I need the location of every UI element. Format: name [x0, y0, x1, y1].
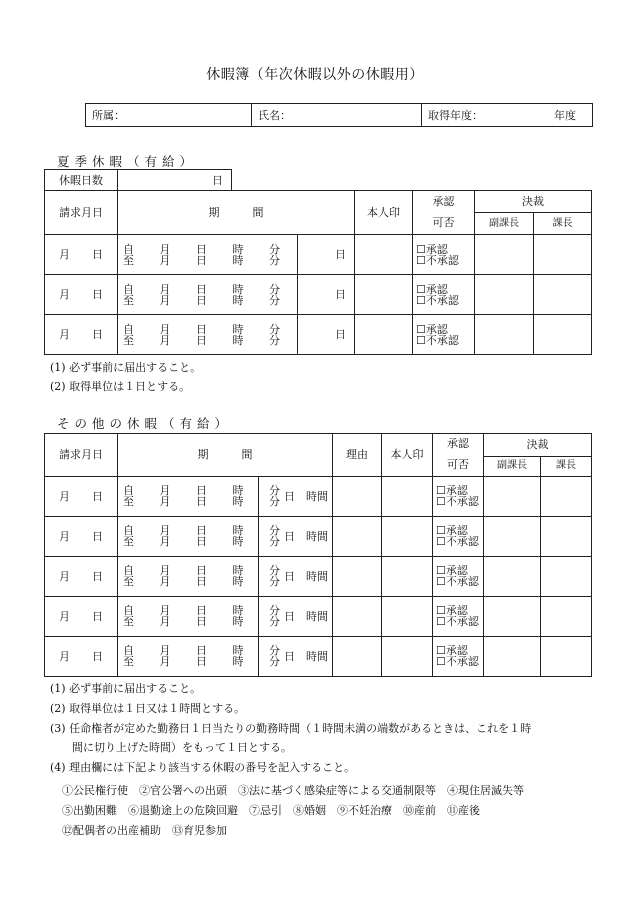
request-date-cell[interactable]: 月 日	[45, 476, 118, 516]
period-cell[interactable]: 自 月 日 時 分 至 月 日 時 分	[118, 516, 259, 556]
header-chief: 課長	[541, 456, 592, 476]
duration-cell[interactable]: 日 時間	[259, 596, 333, 636]
reason-cell[interactable]	[333, 636, 382, 676]
period-cell[interactable]: 自 月 日 時 分 至 月 日 時 分	[118, 596, 259, 636]
header-approval: 承認 可否	[413, 191, 475, 235]
chief-cell[interactable]	[541, 476, 592, 516]
approval-cell[interactable]: ☐承認 ☐不承認	[433, 516, 484, 556]
reason-list-line-1: ①公民権行使 ②官公署への出頭 ③法に基づく感染症等による交通制限等 ④現住居滅失等	[62, 784, 524, 797]
seal-cell[interactable]	[382, 556, 433, 596]
vice-chief-cell[interactable]	[475, 315, 534, 355]
header-period: 期 間	[118, 434, 333, 477]
other-note-1: (1) 必ず事前に届出すること。	[50, 682, 202, 695]
days-label: 休暇日数	[45, 170, 118, 191]
seal-cell[interactable]	[382, 596, 433, 636]
vice-chief-cell[interactable]	[484, 596, 541, 636]
page-title: 休暇簿（年次休暇以外の休暇用）	[206, 67, 424, 83]
header-decision: 決裁	[475, 191, 592, 213]
header-decision: 決裁	[484, 434, 592, 457]
period-cell[interactable]: 自 月 日 時 分 至 月 日 時 分	[118, 315, 298, 355]
seal-cell[interactable]	[355, 275, 413, 315]
table-row	[45, 235, 592, 275]
duration-cell[interactable]: 日 時間	[259, 556, 333, 596]
table-row	[45, 596, 592, 636]
period-cell[interactable]: 自 月 日 時 分 至 月 日 時 分	[118, 235, 298, 275]
summer-section-title: 夏季休暇（有給）	[57, 154, 198, 169]
approval-cell[interactable]: ☐承認 ☐不承認	[413, 275, 475, 315]
header-vice-chief: 副課長	[475, 213, 534, 235]
vice-chief-cell[interactable]	[484, 476, 541, 516]
header-seal: 本人印	[355, 191, 413, 235]
header-reason: 理由	[333, 434, 382, 477]
approval-cell[interactable]: ☐承認 ☐不承認	[433, 556, 484, 596]
request-date-cell[interactable]: 月 日	[45, 315, 118, 355]
approval-cell[interactable]: ☐承認 ☐不承認	[433, 636, 484, 676]
period-cell[interactable]: 自 月 日 時 分 至 月 日 時 分	[118, 275, 298, 315]
header-chief: 課長	[534, 213, 592, 235]
summer-table	[44, 190, 592, 355]
vice-chief-cell[interactable]	[484, 516, 541, 556]
period-cell[interactable]: 自 月 日 時 分 至 月 日 時 分	[118, 476, 259, 516]
table-row	[45, 636, 592, 676]
header-seal: 本人印	[382, 434, 433, 477]
chief-cell[interactable]	[534, 315, 592, 355]
request-date-cell[interactable]: 月 日	[45, 636, 118, 676]
reason-list-line-2: ⑤出勤困難 ⑥退勤途上の危険回避 ⑦忌引 ⑧婚姻 ⑨不妊治療 ⑩産前 ⑪産後	[62, 804, 480, 817]
chief-cell[interactable]	[534, 275, 592, 315]
vice-chief-cell[interactable]	[484, 636, 541, 676]
year-field[interactable]: 取得年度： 年度	[422, 104, 593, 127]
table-row	[45, 476, 592, 516]
summer-days-table	[44, 169, 232, 191]
vice-chief-cell[interactable]	[484, 556, 541, 596]
affiliation-field[interactable]: 所属：	[86, 104, 252, 127]
duration-cell[interactable]: 日 時間	[259, 476, 333, 516]
seal-cell[interactable]	[355, 235, 413, 275]
vice-chief-cell[interactable]	[475, 275, 534, 315]
chief-cell[interactable]	[541, 516, 592, 556]
request-date-cell[interactable]: 月 日	[45, 275, 118, 315]
days-cell[interactable]: 日	[298, 235, 355, 275]
days-input[interactable]: 日	[118, 170, 232, 191]
table-row	[45, 556, 592, 596]
request-date-cell[interactable]: 月 日	[45, 516, 118, 556]
reason-cell[interactable]	[333, 476, 382, 516]
reason-cell[interactable]	[333, 596, 382, 636]
period-cell[interactable]: 自 月 日 時 分 至 月 日 時 分	[118, 556, 259, 596]
approval-cell[interactable]: ☐承認 ☐不承認	[413, 315, 475, 355]
seal-cell[interactable]	[382, 636, 433, 676]
header-approval: 承認 可否	[433, 434, 484, 477]
request-date-cell[interactable]: 月 日	[45, 596, 118, 636]
duration-cell[interactable]: 日 時間	[259, 636, 333, 676]
seal-cell[interactable]	[382, 516, 433, 556]
reason-cell[interactable]	[333, 516, 382, 556]
seal-cell[interactable]	[382, 476, 433, 516]
other-note-2: (2) 取得単位は１日又は１時間とする。	[50, 702, 246, 715]
other-note-3-cont: 間に切り上げた時間）をもって１日とする。	[50, 741, 292, 754]
request-date-cell[interactable]: 月 日	[45, 235, 118, 275]
chief-cell[interactable]	[534, 235, 592, 275]
header-vice-chief: 副課長	[484, 456, 541, 476]
other-table	[44, 433, 592, 677]
request-date-cell[interactable]: 月 日	[45, 556, 118, 596]
name-field[interactable]: 氏名：	[252, 104, 422, 127]
approval-cell[interactable]: ☐承認 ☐不承認	[433, 596, 484, 636]
days-cell[interactable]: 日	[298, 315, 355, 355]
duration-cell[interactable]: 日 時間	[259, 516, 333, 556]
header-request-date: 請求月日	[45, 434, 118, 477]
reason-list-line-3: ⑫配偶者の出産補助 ⑬育児参加	[62, 824, 227, 837]
vice-chief-cell[interactable]	[475, 235, 534, 275]
days-cell[interactable]: 日	[298, 275, 355, 315]
header-request-date: 請求月日	[45, 191, 118, 235]
other-section-title: その他の休暇（有給）	[57, 416, 233, 431]
info-table	[85, 103, 593, 127]
table-row	[45, 516, 592, 556]
other-note-3: (3) 任命権者が定めた勤務日１日当たりの勤務時間（１時間未満の端数があるときは、これを１時	[50, 722, 532, 735]
header-period: 期 間	[118, 191, 355, 235]
approval-cell[interactable]: ☐承認 ☐不承認	[433, 476, 484, 516]
summer-note-2: (2) 取得単位は１日とする。	[50, 380, 191, 393]
chief-cell[interactable]	[541, 596, 592, 636]
approval-cell[interactable]: ☐承認 ☐不承認	[413, 235, 475, 275]
table-row	[45, 275, 592, 315]
summer-note-1: (1) 必ず事前に届出すること。	[50, 361, 202, 374]
reason-cell[interactable]	[333, 556, 382, 596]
table-row	[45, 315, 592, 355]
seal-cell[interactable]	[355, 315, 413, 355]
other-note-4: (4) 理由欄には下記より該当する休暇の番号を記入すること。	[50, 761, 356, 774]
chief-cell[interactable]	[541, 636, 592, 676]
period-cell[interactable]: 自 月 日 時 分 至 月 日 時 分	[118, 636, 259, 676]
chief-cell[interactable]	[541, 556, 592, 596]
